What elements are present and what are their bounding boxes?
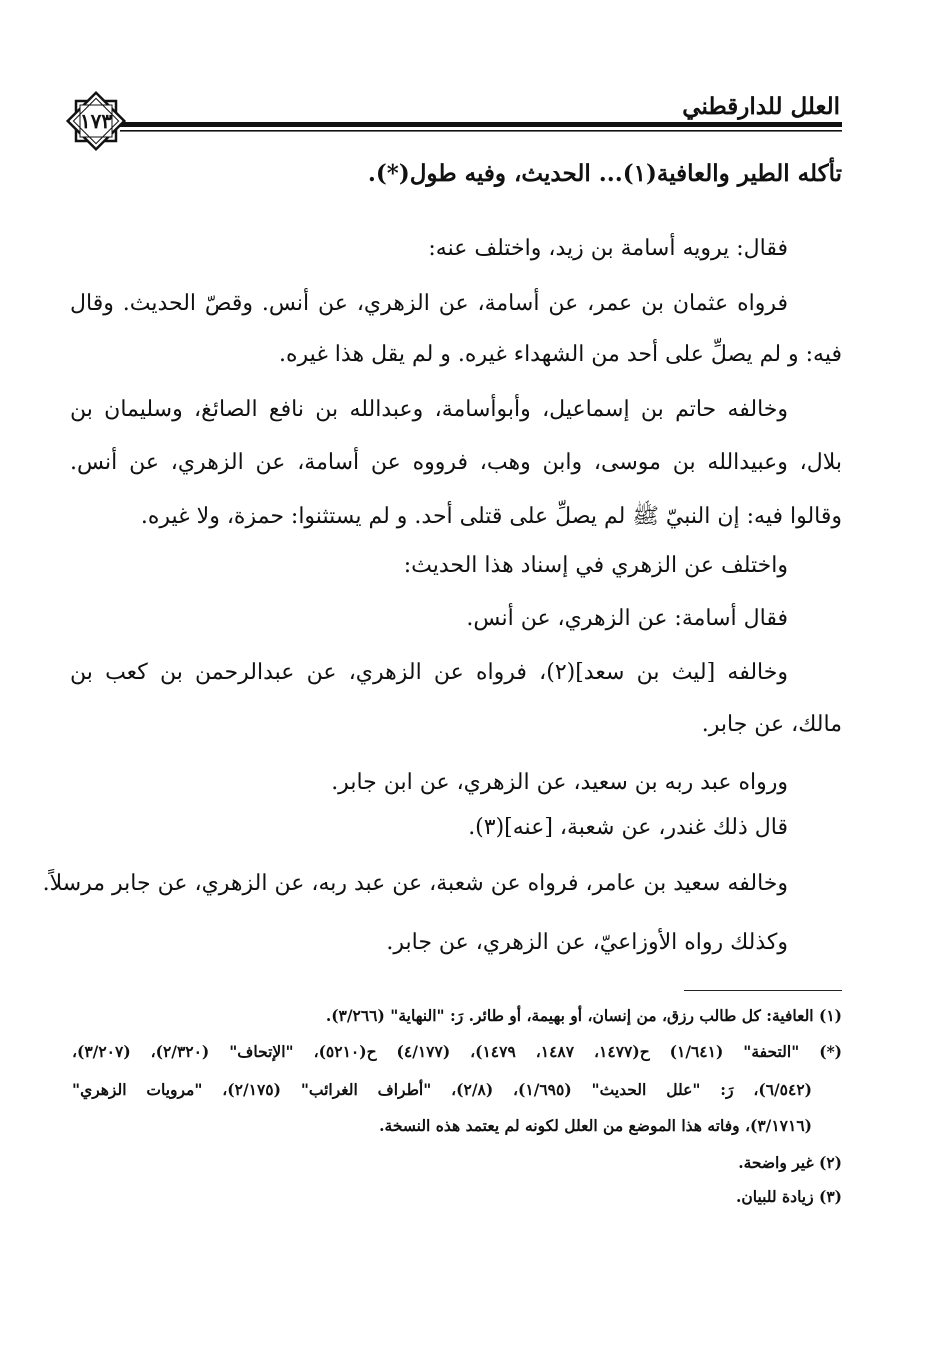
body-line: فقال أسامة: عن الزهري، عن أنس. bbox=[466, 606, 788, 631]
body-line: تأكله الطير والعافية(١)... الحديث، وفيه طول(*). bbox=[367, 160, 842, 187]
body-line: وخالفه حاتم بن إسماعيل، وأبوأسامة، وعبدالله بن نافع الصائغ، وسليمان بن bbox=[70, 397, 788, 422]
body-line: وكذلك رواه الأوزاعيّ، عن الزهري، عن جابر. bbox=[386, 930, 788, 955]
body-line: مالك، عن جابر. bbox=[701, 712, 842, 737]
body-line: وخالفه [ليث بن سعد](٢)، فرواه عن الزهري، عن عبدالرحمن بن كعب بن bbox=[70, 660, 788, 685]
body-line: فرواه عثمان بن عمر، عن أسامة، عن الزهري، عن أنس. وقصّ الحديث. وقال bbox=[70, 291, 788, 316]
footnote-continuation: (٦/٥٤٢)، رَ: "علل الحديث" (١/٦٩٥)، (٢/٨)، "أطراف الغرائب" (٢/١٧٥)، "مرويات الزهري" bbox=[72, 1080, 812, 1099]
footnote: (١) العافية: كل طالب رزق، من إنسان، أو بهيمة، أو طائر. رَ: "النهاية" (٣/٢٦٦). bbox=[325, 1006, 842, 1025]
footnote: (*) "التحفة" (١/٦٤١) ح(١٤٧٧، ١٤٨٧، ١٤٧٩)، (٤/١٧٧) ح(٥٢١٠)، "الإتحاف" (٢/٣٢٠)، (٣/٢٠٧)، bbox=[72, 1042, 843, 1061]
body-line: فقال: يرويه أسامة بن زيد، واختلف عنه: bbox=[428, 236, 788, 261]
page-number-badge bbox=[63, 88, 129, 154]
body-line: قال ذلك غندر، عن شعبة، [عنه](٣). bbox=[468, 815, 788, 840]
running-header-title: العلل للدارقطني bbox=[682, 93, 840, 120]
body-line: وقالوا فيه: إن النبيّ ﷺ لم يصلِّ على قتلى أحد. و لم يستثنوا: حمزة، ولا غيره. bbox=[140, 504, 842, 529]
body-line: فيه: و لم يصلِّ على أحد من الشهداء غيره. و لم يقل هذا غيره. bbox=[279, 342, 842, 367]
body-line: بلال، وعبيدالله بن موسى، وابن وهب، فرووه عن أسامة، عن الزهري، عن أنس. bbox=[70, 450, 842, 475]
body-line: واختلف عن الزهري في إسناد هذا الحديث: bbox=[403, 553, 788, 578]
footnote-separator bbox=[684, 990, 842, 991]
footnote: (٣) زيادة للبيان. bbox=[735, 1187, 842, 1206]
footnote: (٢) غير واضحة. bbox=[738, 1153, 842, 1172]
body-line: ورواه عبد ربه بن سعيد، عن الزهري، عن ابن جابر. bbox=[331, 770, 788, 795]
page-number: ١٧٣ bbox=[79, 109, 113, 133]
header-rule bbox=[120, 121, 842, 135]
footnote-continuation: (٣/١٧١٦)، وفاته هذا الموضع من العلل لكونه لم يعتمد هذه النسخة. bbox=[379, 1116, 812, 1135]
body-line: وخالفه سعيد بن عامر، فرواه عن شعبة، عن عبد ربه، عن الزهري، عن جابر مرسلاً. bbox=[42, 871, 788, 896]
